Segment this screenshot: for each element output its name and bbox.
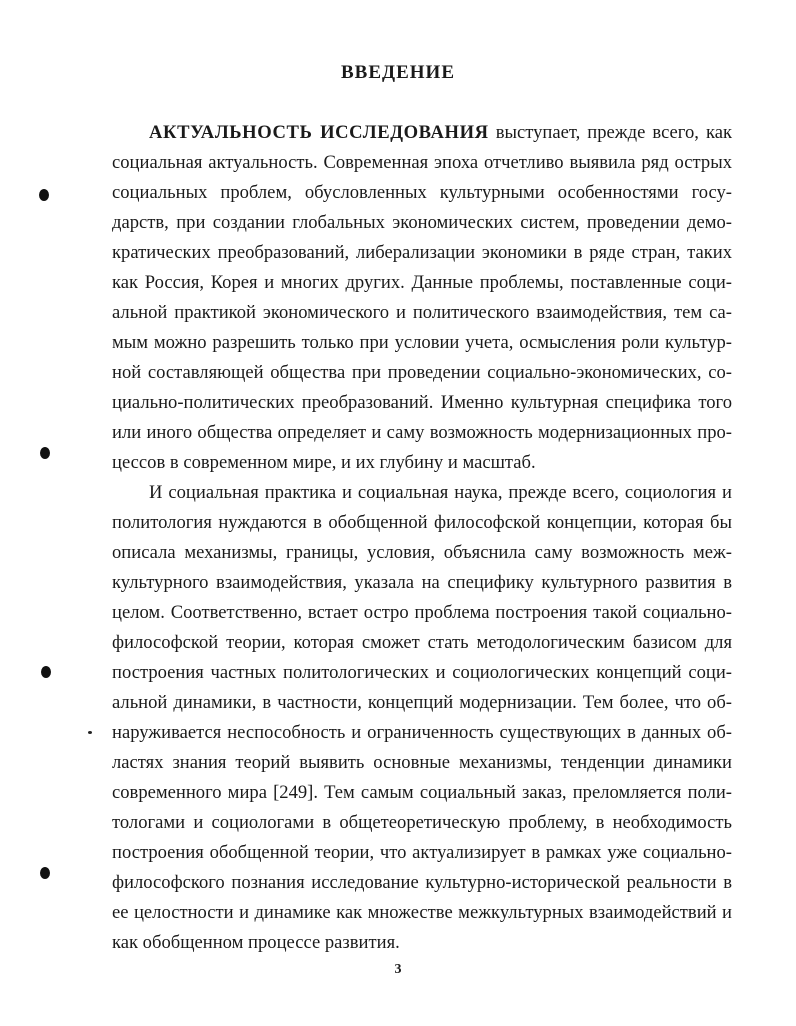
- text-line: циально-политических преобразований. Именно культурная специфика того: [112, 392, 732, 413]
- scan-speck: [88, 731, 92, 734]
- first-line-rest: выступает, прежде всего, как: [488, 122, 732, 143]
- text-line: И социальная практика и социальная наука, прежде всего, социология и: [149, 482, 732, 503]
- text-line: или иного общества определяет и саму возможность модернизационных про-: [112, 422, 732, 443]
- text-line: альной практикой экономического и политического взаимодействия, тем са-: [112, 302, 732, 323]
- text-line: социальных проблем, обусловленных культурными особенностями госу-: [112, 182, 732, 203]
- paragraph-1-line-1: [149, 121, 732, 145]
- text-line: описала механизмы, границы, условия, объяснила саму возможность меж-: [112, 542, 732, 563]
- text-line: мым можно разрешить только при условии учета, осмысления роли культур-: [112, 332, 732, 353]
- binder-hole-mark: [39, 189, 49, 201]
- text-line: построения частных политологических и социологических концепций соци-: [112, 662, 732, 683]
- text-line: ной составляющей общества при проведении социально-экономических, со-: [112, 362, 732, 383]
- text-line: как обобщенном процессе развития.: [112, 932, 400, 953]
- lead-heading: АКТУАЛЬНОСТЬ ИССЛЕДОВАНИЯ: [149, 122, 489, 143]
- text-line: культурного взаимодействия, указала на специфику культурного развития в: [112, 572, 732, 593]
- binder-hole-mark: [41, 666, 51, 678]
- text-line: альной динамики, в частности, концепций модернизации. Тем более, что об-: [112, 692, 732, 713]
- text-line: тологами и социологами в общетеоретическую проблему, в необходимость: [112, 812, 732, 833]
- binder-hole-mark: [40, 867, 50, 879]
- text-line: философского познания исследование культурно-исторической реальности в: [112, 872, 732, 893]
- text-line: как Россия, Корея и многих других. Данные проблемы, поставленные соци-: [112, 272, 732, 293]
- text-line: социальная актуальность. Современная эпоха отчетливо выявила ряд острых: [112, 152, 732, 173]
- page-number: 3: [394, 962, 402, 977]
- text-line: цессов в современном мире, и их глубину и масштаб.: [112, 452, 536, 473]
- text-line: кратических преобразований, либерализации экономики в ряде стран, таких: [112, 242, 732, 263]
- text-line: ластях знания теорий выявить основные механизмы, тенденции динамики: [112, 752, 732, 773]
- binder-hole-mark: [40, 447, 50, 459]
- text-line: ее целостности и динамике как множестве межкультурных взаимодействий и: [112, 902, 732, 923]
- page-title: ВВЕДЕНИЕ: [341, 62, 455, 83]
- text-line: целом. Соответственно, встает остро проблема построения такой социально-: [112, 602, 732, 623]
- text-line: современного мира [249]. Тем самым социальный заказ, преломляется поли-: [112, 782, 732, 803]
- text-line: политология нуждаются в обобщенной философской концепции, которая бы: [112, 512, 732, 533]
- text-line: наруживается неспособность и ограниченность существующих в данных об-: [112, 722, 732, 743]
- text-line: философской теории, которая сможет стать методологическим базисом для: [112, 632, 732, 653]
- text-line: дарств, при создании глобальных экономических систем, проведении демо-: [112, 212, 732, 233]
- text-line: построения обобщенной теории, что актуализирует в рамках уже социально-: [112, 842, 732, 863]
